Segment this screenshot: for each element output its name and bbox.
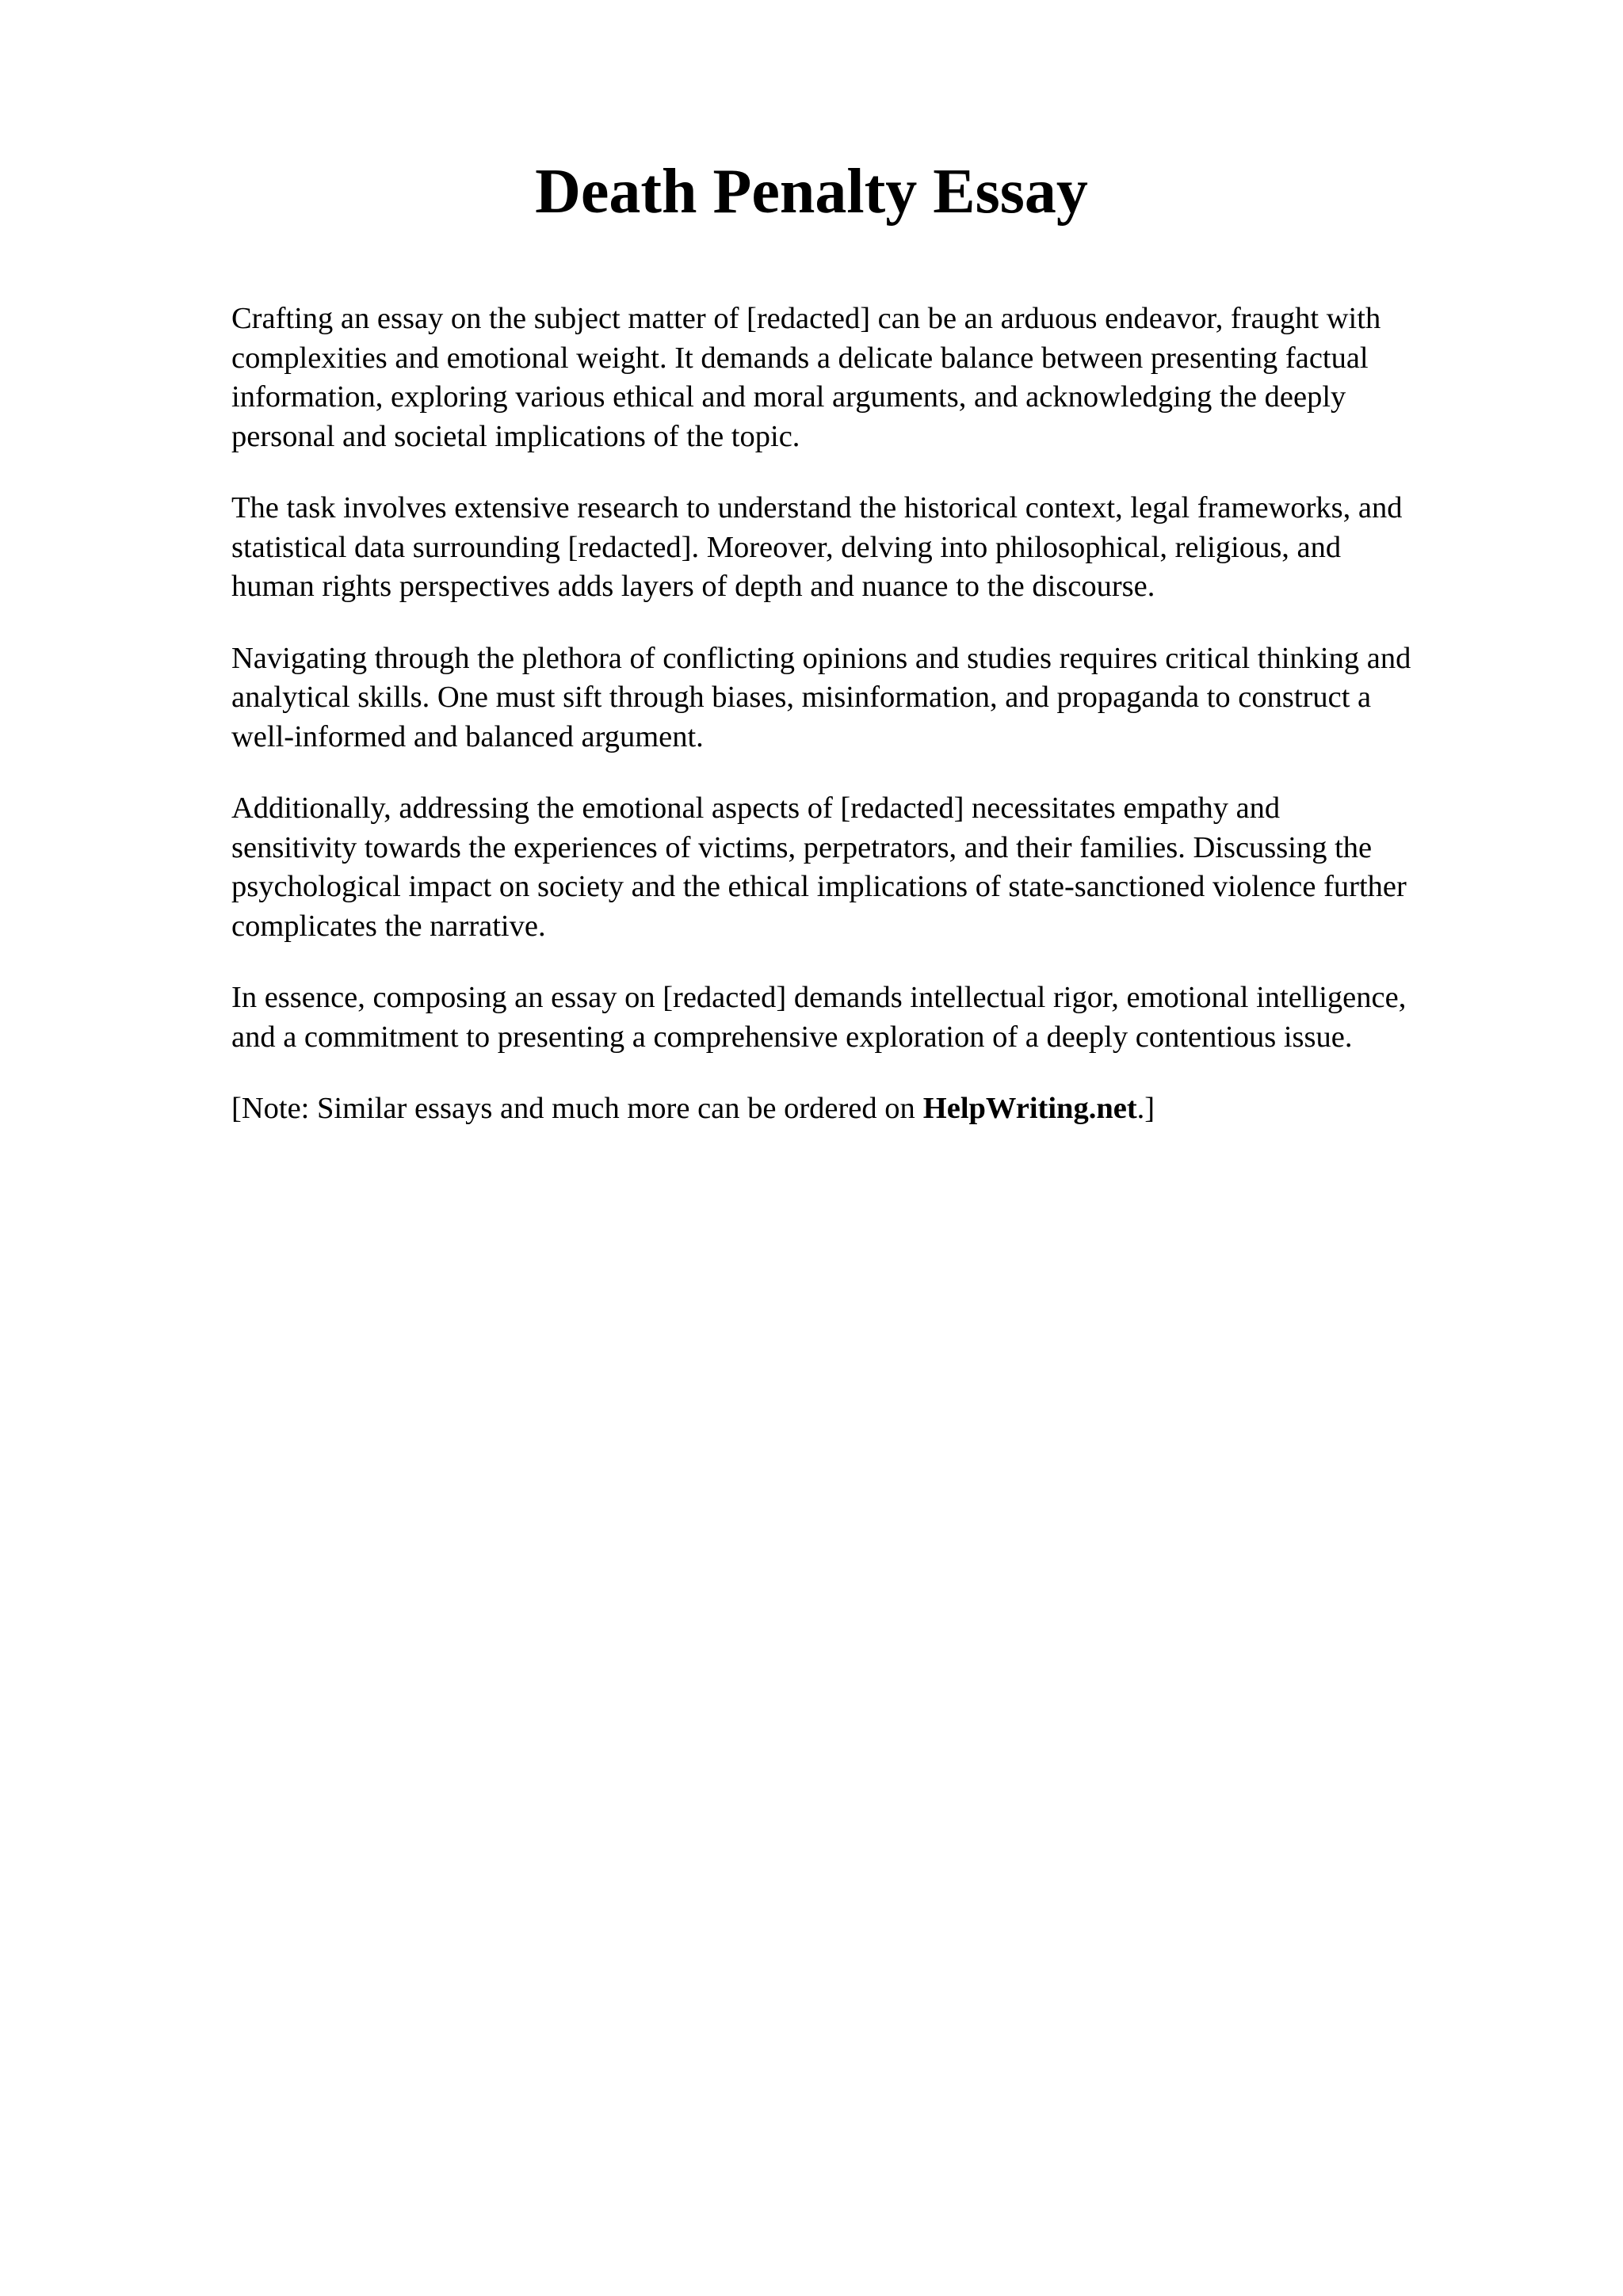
paragraph-line: and a commitment to presenting a comprehensive exploration of a deeply contentious issue. — [231, 1020, 1353, 1054]
note-prefix: [Note: Similar essays and much more can be ordered on — [231, 1092, 915, 1125]
paragraph-line: complexities and emotional weight. It demands a delicate balance between presenting factual — [231, 341, 1369, 375]
paragraph-line: personal and societal implications of the topic. — [231, 419, 800, 453]
document-body — [231, 299, 1507, 1161]
note-paragraph — [231, 1089, 1507, 1129]
paragraph-4 — [231, 789, 1507, 946]
paragraph-line: information, exploring various ethical and moral arguments, and acknowledging the deeply — [231, 380, 1346, 414]
paragraph-line: statistical data surrounding [redacted]. Moreover, delving into philosophical, religious, and — [231, 530, 1342, 564]
paragraph-line: Additionally, addressing the emotional aspects of [redacted] necessitates empathy and — [231, 791, 1281, 825]
paragraph-2 — [231, 489, 1507, 607]
paragraph-3 — [231, 639, 1507, 757]
note-line — [231, 1089, 1507, 1129]
paragraph-line: psychological impact on society and the ethical implications of state-sanctioned violence further — [231, 870, 1407, 903]
paragraph-line: analytical skills. One must sift through biases, misinformation, and propaganda to construct a — [231, 681, 1372, 714]
paragraph-line: The task involves extensive research to understand the historical context, legal frameworks, and — [231, 491, 1403, 524]
paragraph-line: In essence, composing an essay on [redacted] demands intellectual rigor, emotional intelligence, — [231, 981, 1407, 1014]
paragraph-5 — [231, 978, 1507, 1057]
paragraph-line: Navigating through the plethora of conflicting opinions and studies requires critical thinking and — [231, 641, 1411, 675]
note-suffix: .] — [1136, 1092, 1155, 1125]
paragraph-line: complicates the narrative. — [231, 909, 546, 943]
paragraph-line: Crafting an essay on the subject matter of [redacted] can be an arduous endeavor, fraught with — [231, 302, 1381, 335]
helpwriting-link[interactable]: HelpWriting.net — [922, 1092, 1137, 1125]
document-title: Death Penalty Essay — [535, 157, 1088, 227]
paragraph-line: sensitivity towards the experiences of victims, perpetrators, and their families. Discussing the — [231, 830, 1373, 864]
paragraph-line: human rights perspectives adds layers of depth and nuance to the discourse. — [231, 570, 1155, 603]
paragraph-line: well-informed and balanced argument. — [231, 719, 704, 753]
paragraph-1 — [231, 299, 1507, 456]
